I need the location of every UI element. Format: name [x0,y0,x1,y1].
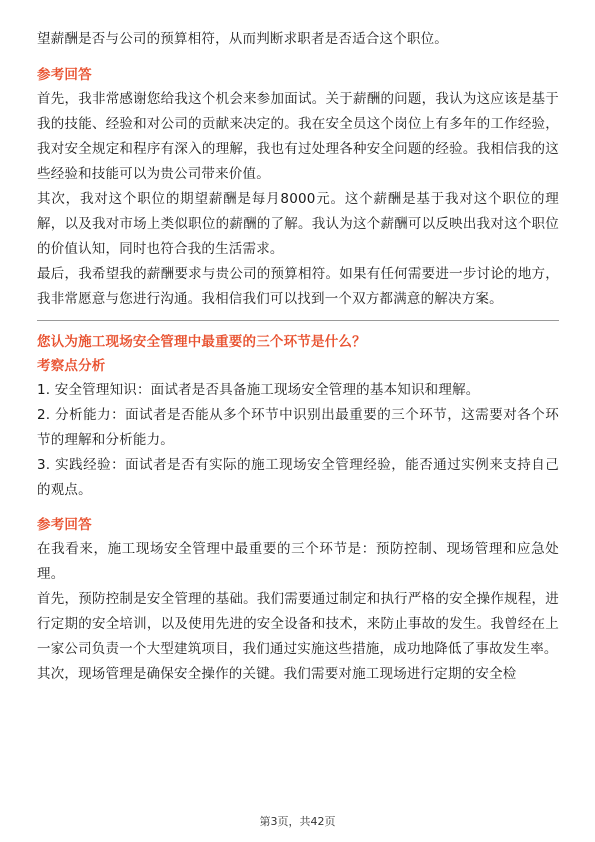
answer-paragraph: 其次，我对这个职位的期望薪酬是每月8000元。这个薪酬是基于我对这个职位的理解，以及我对市场上类似职位的薪酬的了解。我认为这个薪酬可以反映出我对这个职位的价值认知，同时也符合我的生活需求。 [37,191,559,257]
answer-paragraph: 最后，我希望我的薪酬要求与贵公司的预算相符。如果有任何需要进一步讨论的地方，我非常愿意与您进行沟通。我相信我们可以找到一个双方都满意的解决方案。 [37,266,559,307]
analysis-item: 3. 实践经验：面试者是否有实际的施工现场安全管理经验，能否通过实例来支持自己的观点。 [37,457,559,498]
analysis-heading: 考察点分析 [37,358,106,374]
answer-paragraph: 在我看来，施工现场安全管理中最重要的三个环节是：预防控制、现场管理和应急处理。 [37,541,559,582]
analysis-item: 1. 安全管理知识：面试者是否具备施工现场安全管理的基本知识和理解。 [37,382,480,398]
section-divider [37,320,559,321]
document-page [37,0,559,687]
answer-paragraph: 其次，现场管理是确保安全操作的关键。我们需要对施工现场进行定期的安全检 [37,666,517,682]
answer-paragraph: 首先，我非常感谢您给我这个机会来参加面试。关于薪酬的问题，我认为这应该是基于我的技能、经验和对公司的贡献来决定的。我在安全员这个岗位上有多年的工作经验，我对安全规定和程序有深入的理解，我也有过处理各种安全问题的经验。我相信我的这些经验和技能可以为贵公司带来价值。 [37,91,559,182]
answer-paragraph: 首先，预防控制是安全管理的基础。我们需要通过制定和执行严格的安全操作规程，进行定期的安全培训，以及使用先进的安全设备和技术，来防止事故的发生。我曾经在上一家公司负责一个大型建筑项目，我们通过实施这些措施，成功地降低了事故发生率。 [37,591,559,657]
continuation-paragraph: 望薪酬是否与公司的预算相符，从而判断求职者是否适合这个职位。 [37,31,448,47]
analysis-item: 2. 分析能力：面试者是否能从多个环节中识别出最重要的三个环节，这需要对各个环节的理解和分析能力。 [37,407,559,448]
answer-heading: 参考回答 [37,67,92,83]
answer-heading: 参考回答 [37,517,92,533]
question-heading: 您认为施工现场安全管理中最重要的三个环节是什么？ [37,334,366,350]
page-number-footer: 第3页，共42页 [259,815,336,828]
